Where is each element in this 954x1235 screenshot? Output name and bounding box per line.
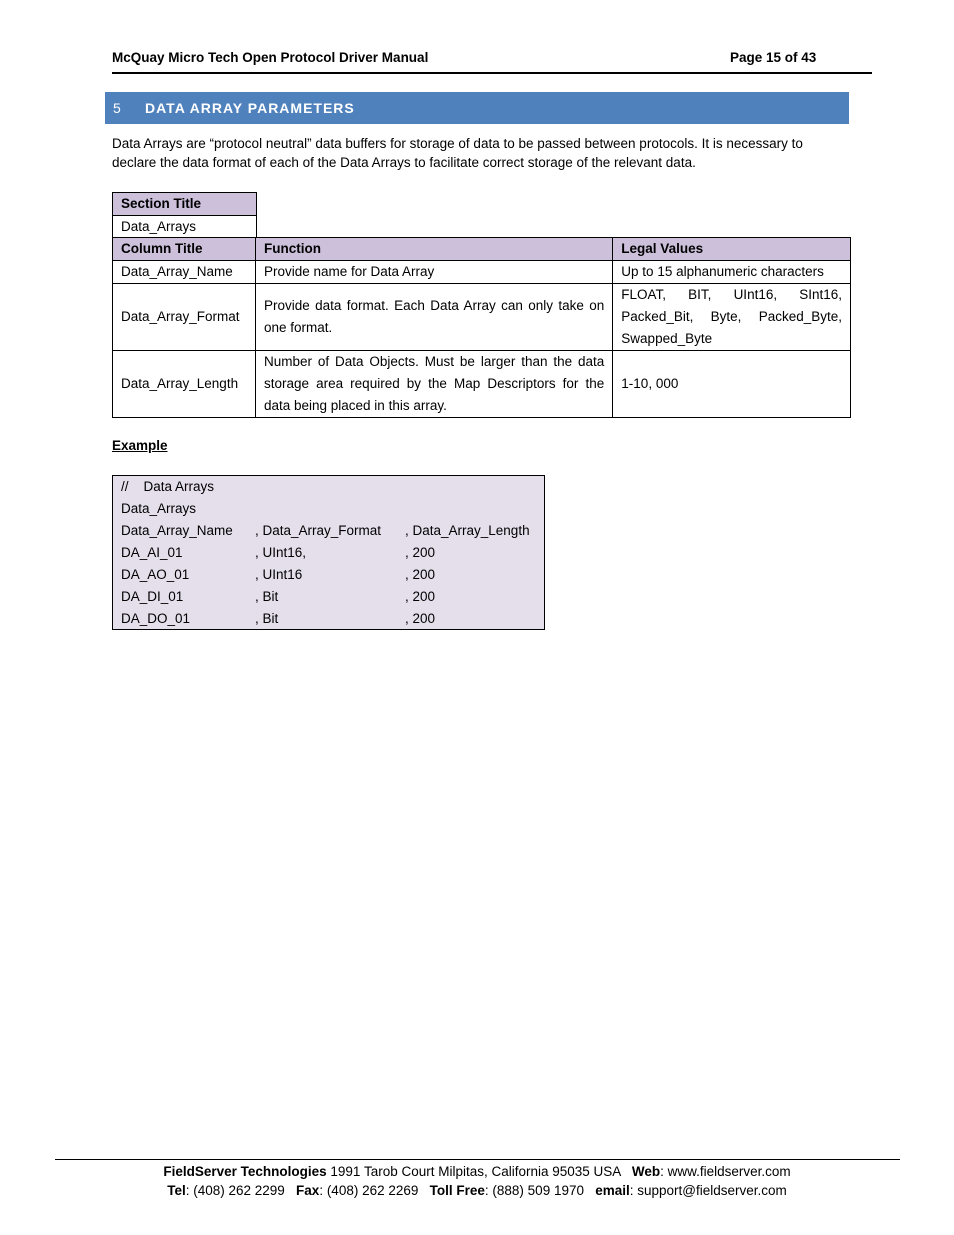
- table-row: [113, 261, 851, 284]
- footer-address: 1991 Tarob Court Milpitas, California 95035 USA: [326, 1164, 632, 1179]
- footer-company: FieldServer Technologies: [163, 1164, 327, 1179]
- table-cell: Up to 15 alphanumeric characters: [613, 261, 851, 284]
- footer-web-label: Web: [631, 1164, 661, 1179]
- code-comment: // Data Arrays: [121, 479, 215, 494]
- footer-web: : www.fieldserver.com: [660, 1164, 791, 1179]
- footer-line-2: [0, 1181, 954, 1200]
- column-header-legal-values: Legal Values: [613, 238, 851, 261]
- code-cell: DA_AO_01: [121, 567, 190, 582]
- header-divider: [112, 72, 872, 74]
- table-row: [113, 351, 851, 418]
- column-header-function: Function: [255, 238, 612, 261]
- footer-fax: : (408) 262 2269: [319, 1183, 430, 1198]
- table-row: [113, 216, 257, 239]
- example-heading: Example: [112, 438, 168, 453]
- code-cell: DA_AI_01: [121, 545, 183, 560]
- code-cell: , UInt16,: [255, 545, 307, 560]
- code-column: , Data_Array_Length: [405, 523, 530, 538]
- table-cell: Data_Array_Length: [113, 351, 256, 418]
- table-cell: Provide name for Data Array: [255, 261, 612, 284]
- footer-tel-label: Tel: [167, 1183, 186, 1198]
- code-column: , Data_Array_Format: [255, 523, 382, 538]
- section-heading: [105, 92, 849, 124]
- footer-fax-label: Fax: [296, 1183, 320, 1198]
- footer-email-label: email: [595, 1183, 630, 1198]
- table-row: [113, 284, 851, 351]
- section-title-header: Section Title: [113, 193, 257, 216]
- section-title: DATA ARRAY PARAMETERS: [145, 100, 355, 116]
- document-title: McQuay Micro Tech Open Protocol Driver Manual: [112, 50, 429, 65]
- column-table: [112, 237, 851, 418]
- table-cell: Data_Array_Name: [113, 261, 256, 284]
- table-cell: 1-10, 000: [613, 351, 851, 418]
- footer-line-1: [0, 1162, 954, 1181]
- footer-tollfree-label: Toll Free: [429, 1183, 485, 1198]
- code-column: Data_Array_Name: [121, 523, 233, 538]
- code-row: [121, 608, 536, 630]
- page-number: Page 15 of 43: [730, 50, 817, 65]
- footer-divider: [55, 1159, 900, 1160]
- table-row: [113, 193, 257, 216]
- column-header-title: Column Title: [113, 238, 256, 261]
- section-number: 5: [113, 100, 121, 116]
- intro-paragraph: Data Arrays are “protocol neutral” data buffers for storage of data to be passed between protocols. It is necessary to declare the data format of each of the Data Arrays to facilitate correct storage of the relevant data.: [112, 136, 803, 170]
- code-row: [121, 542, 536, 564]
- code-row: [121, 586, 536, 608]
- code-row: [121, 564, 536, 586]
- section-title-value: Data_Arrays: [113, 216, 257, 239]
- code-comment-line: [121, 476, 536, 498]
- code-columns-line: [121, 520, 536, 542]
- table-header-row: [113, 238, 851, 261]
- code-cell: , Bit: [255, 589, 279, 604]
- code-cell: , UInt16: [255, 567, 303, 582]
- footer-email: : support@fieldserver.com: [629, 1183, 787, 1198]
- table-cell: Data_Array_Format: [113, 284, 256, 351]
- code-cell: , 200: [405, 611, 436, 626]
- code-cell: , 200: [405, 567, 436, 582]
- code-cell: , Bit: [255, 611, 279, 626]
- example-code-box: [112, 475, 545, 630]
- code-cell: , 200: [405, 545, 436, 560]
- code-section-line: [121, 498, 536, 520]
- footer-tollfree: : (888) 509 1970: [484, 1183, 596, 1198]
- table-cell: Number of Data Objects. Must be larger than the data storage area required by the Map Descriptors for the data being placed in this array.: [255, 351, 612, 418]
- table-cell: FLOAT, BIT, UInt16, SInt16, Packed_Bit, Byte, Packed_Byte, Swapped_Byte: [613, 284, 851, 351]
- section-title-table: [112, 192, 257, 239]
- code-cell: DA_DI_01: [121, 589, 184, 604]
- code-cell: , 200: [405, 589, 436, 604]
- code-section: Data_Arrays: [121, 501, 197, 516]
- footer-tel: : (408) 262 2299: [185, 1183, 297, 1198]
- code-cell: DA_DO_01: [121, 611, 191, 626]
- table-cell: Provide data format. Each Data Array can only take on one format.: [255, 284, 612, 351]
